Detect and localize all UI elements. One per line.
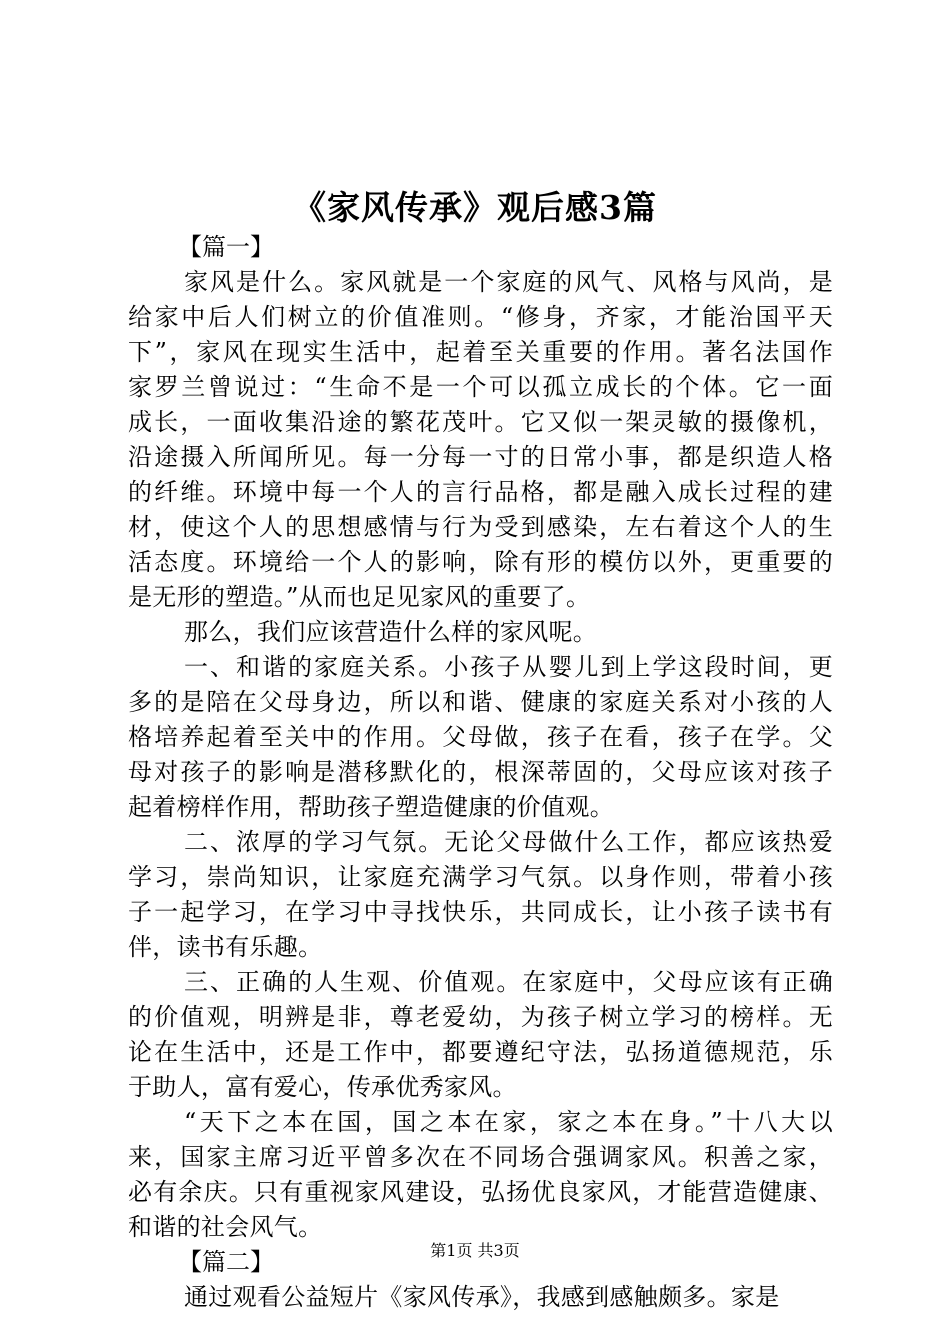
paragraph bbox=[128, 1105, 833, 1245]
paragraph bbox=[128, 1280, 833, 1315]
paragraph-line: 论在生活中，还是工作中，都要遵纪守法，弘扬道德规范，乐 bbox=[128, 1038, 833, 1066]
paragraph-line: 伴，读书有乐趣。 bbox=[128, 933, 323, 961]
paragraph bbox=[128, 965, 833, 1105]
paragraph bbox=[128, 265, 833, 615]
paragraph-line: 沿途摄入所闻所见。每一分每一寸的日常小事，都是织造人格 bbox=[128, 443, 833, 471]
paragraph-line: “天下之本在国，国之本在家，家之本在身。”十八大以 bbox=[184, 1108, 833, 1136]
paragraph-line: 和谐的社会风气。 bbox=[128, 1213, 323, 1241]
paragraph-line: 家罗兰曾说过：“生命不是一个可以孤立成长的个体。它一面 bbox=[128, 373, 833, 401]
paragraph-line: 格培养起着至关中的作用。父母做，孩子在看，孩子在学。父 bbox=[128, 723, 833, 751]
paragraph-line: 的纤维。环境中每一个人的言行品格，都是融入成长过程的建 bbox=[128, 478, 833, 506]
paragraph-line: 活态度。环境给一个人的影响，除有形的模仿以外，更重要的 bbox=[128, 548, 833, 576]
paragraph-line: 成长，一面收集沿途的繁花茂叶。它又似一架灵敏的摄像机， bbox=[128, 408, 833, 436]
document-title: 《家风传承》观后感3篇 bbox=[293, 188, 657, 227]
paragraph-line: 二、浓厚的学习气氛。无论父母做什么工作，都应该热爱 bbox=[184, 828, 833, 856]
paragraph-line: 家风是什么。家风就是一个家庭的风气、风格与风尚，是 bbox=[184, 268, 833, 296]
paragraph-line: 通过观看公益短片《家风传承》，我感到感触颇多。家是 bbox=[184, 1283, 780, 1311]
paragraph-line: 子一起学习，在学习中寻找快乐，共同成长，让小孩子读书有 bbox=[128, 898, 833, 926]
document-body bbox=[128, 230, 833, 1315]
paragraph-line: 多的是陪在父母身边，所以和谐、健康的家庭关系对小孩的人 bbox=[128, 688, 833, 716]
paragraph-line: 给家中后人们树立的价值准则。“修身，齐家，才能治国平天 bbox=[128, 303, 833, 331]
paragraph-line: 一、和谐的家庭关系。小孩子从婴儿到上学这段时间，更 bbox=[184, 653, 833, 681]
paragraph-line: 来，国家主席习近平曾多次在不同场合强调家风。积善之家， bbox=[128, 1143, 833, 1171]
page-footer: 第1页 共3页 bbox=[430, 1241, 520, 1260]
paragraph-line: 三、正确的人生观、价值观。在家庭中，父母应该有正确 bbox=[184, 968, 833, 996]
paragraph bbox=[128, 650, 833, 825]
paragraph bbox=[128, 615, 833, 650]
section-label: 【篇二】 bbox=[178, 1248, 274, 1276]
paragraph-line: 材，使这个人的思想感情与行为受到感染，左右着这个人的生 bbox=[128, 513, 833, 541]
paragraph-line: 学习，崇尚知识，让家庭充满学习气氛。以身作则，带着小孩 bbox=[128, 863, 833, 891]
paragraph-line: 必有余庆。只有重视家风建设，弘扬优良家风，才能营造健康、 bbox=[128, 1178, 833, 1206]
paragraph-line: 于助人，富有爱心，传承优秀家风。 bbox=[128, 1073, 517, 1101]
paragraph bbox=[128, 825, 833, 965]
paragraph-line: 母对孩子的影响是潜移默化的，根深蒂固的，父母应该对孩子 bbox=[128, 758, 833, 786]
paragraph-line: 下”，家风在现实生活中，起着至关重要的作用。著名法国作 bbox=[128, 338, 833, 366]
paragraph-line: 是无形的塑造。”从而也足见家风的重要了。 bbox=[128, 583, 591, 611]
paragraph-line: 的价值观，明辨是非，尊老爱幼，为孩子树立学习的榜样。无 bbox=[128, 1003, 833, 1031]
section-label: 【篇一】 bbox=[178, 233, 274, 261]
paragraph-line: 起着榜样作用，帮助孩子塑造健康的价值观。 bbox=[128, 793, 614, 821]
paragraph-line: 那么，我们应该营造什么样的家风呢。 bbox=[184, 618, 598, 646]
